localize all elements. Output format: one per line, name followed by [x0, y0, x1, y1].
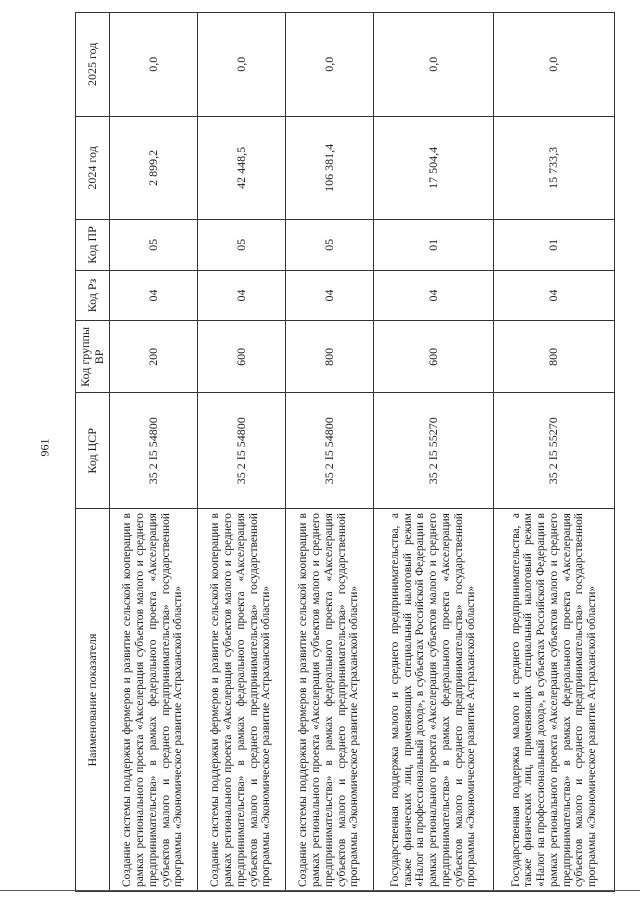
row-2025: 0,0 [197, 13, 285, 117]
table-row [109, 13, 197, 892]
row-2025: 0,0 [373, 13, 494, 117]
row-rz: 04 [285, 270, 373, 321]
row-csr: 35 2 I5 55270 [373, 393, 494, 509]
row-csr: 35 2 I5 55270 [494, 393, 615, 509]
row-vr: 600 [197, 321, 285, 393]
row-rz: 04 [373, 270, 494, 321]
table-row [197, 13, 285, 892]
row-name: Создание системы поддержки фермеров и развитие сельской кооперации в рамках регионального проекта «Акселерация субъектов малого и среднего предпринимательства» в рамках федерального проекта «Акселерация субъектов малого и среднего предпринимательства» государственной программы «Экономическое развитие Астраханской области» [197, 509, 285, 892]
header-2025: 2025 год [76, 13, 110, 117]
row-vr: 200 [109, 321, 197, 393]
rotated-table-container [75, 12, 615, 892]
budget-table [75, 12, 615, 892]
row-vr: 800 [494, 321, 615, 393]
table-row [373, 13, 494, 892]
row-csr: 35 2 I5 54800 [109, 393, 197, 509]
table-row [285, 13, 373, 892]
row-2024: 15 733,3 [494, 116, 615, 220]
row-name: Создание системы поддержки фермеров и развитие сельской кооперации в рамках регионального проекта «Акселерация субъектов малого и среднего предпринимательства» в рамках федерального проекта «Акселерация субъектов малого и среднего предпринимательства» государственной программы «Экономическое развитие Астраханской области» [285, 509, 373, 892]
row-name: Государственная поддержка малого и среднего предпринимательства, а также физических лиц, применяющих специальный налоговый режим «Налог на профессиональный доход», в субъектах Российской Федерации в рамках регионального проекта «Акселерация субъектов малого и среднего предпринимательства» в рамках федерального проекта «Акселерация субъектов малого и среднего предпринимательства» государственной программы «Экономическое развитие Астраханской области» [373, 509, 494, 892]
row-2024: 42 448,5 [197, 116, 285, 220]
header-vr: Код группы ВР [76, 321, 110, 393]
row-2025: 0,0 [285, 13, 373, 117]
header-rz: Код Рз [76, 270, 110, 321]
row-pr: 05 [197, 220, 285, 271]
row-pr: 05 [109, 220, 197, 271]
row-2025: 0,0 [109, 13, 197, 117]
row-csr: 35 2 I5 54800 [197, 393, 285, 509]
row-name: Государственная поддержка малого и среднего предпринимательства, а также физических лиц, применяющих специальный налоговый режим «Налог на профессиональный доход», в субъектах Российской Федерации в рамках регионального проекта «Акселерация субъектов малого и среднего предпринимательства» в рамках федерального проекта «Акселерация субъектов малого и среднего предпринимательства» государственной программы «Экономическое развитие Астраханской области» [494, 509, 615, 892]
header-pr: Код ПР [76, 220, 110, 271]
header-2024: 2024 год [76, 116, 110, 220]
table-header-row [76, 13, 110, 892]
row-vr: 600 [373, 321, 494, 393]
row-vr: 800 [285, 321, 373, 393]
row-2024: 106 381,4 [285, 116, 373, 220]
header-name: Наименование показателя [76, 509, 110, 892]
row-rz: 04 [494, 270, 615, 321]
row-rz: 04 [109, 270, 197, 321]
row-rz: 04 [197, 270, 285, 321]
row-2024: 2 899,2 [109, 116, 197, 220]
page-bottom-rule [0, 890, 640, 891]
row-pr: 01 [373, 220, 494, 271]
table-row [494, 13, 615, 892]
row-pr: 01 [494, 220, 615, 271]
row-2024: 17 504,4 [373, 116, 494, 220]
header-csr: Код ЦСР [76, 393, 110, 509]
row-name: Создание системы поддержки фермеров и развитие сельской кооперации в рамках регионального проекта «Акселерация субъектов малого и среднего предпринимательства» в рамках федерального проекта «Акселерация субъектов малого и среднего предпринимательства» государственной программы «Экономическое развитие Астраханской области» [109, 509, 197, 892]
row-pr: 05 [285, 220, 373, 271]
page-number: 961 [37, 438, 52, 457]
row-csr: 35 2 I5 54800 [285, 393, 373, 509]
row-2025: 0,0 [494, 13, 615, 117]
